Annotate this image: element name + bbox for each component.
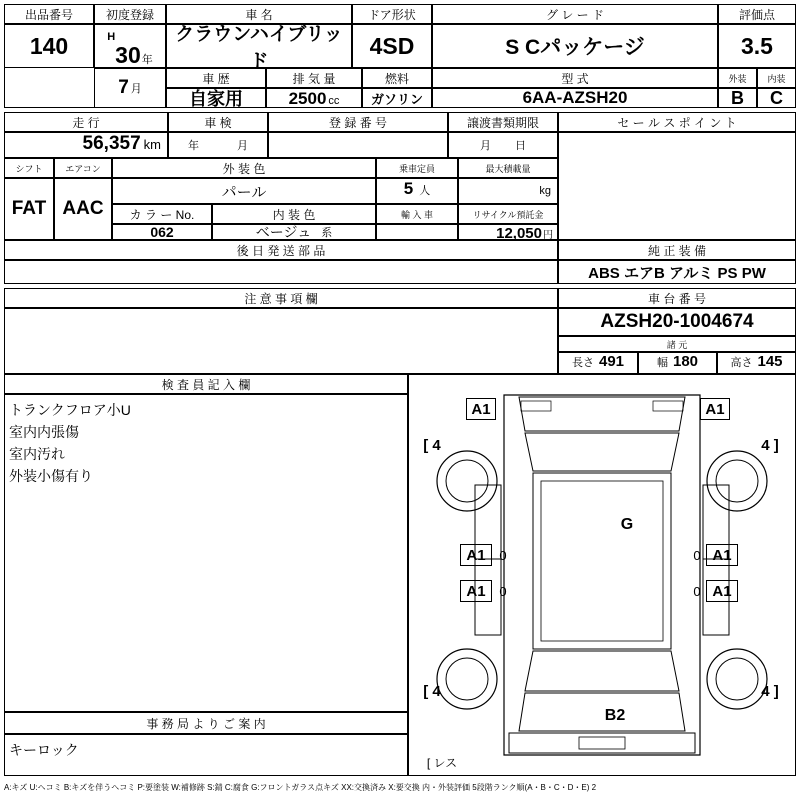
fuel-label: 燃料	[362, 68, 432, 88]
seats-unit: 人	[419, 185, 431, 197]
registration-no-value	[268, 132, 448, 158]
office-note-area	[4, 734, 408, 776]
mileage-number: 56,357	[82, 133, 141, 154]
inspector-note-line: トランクフロア小U	[9, 402, 131, 418]
inspector-note-line: 室内内張傷	[9, 424, 79, 440]
shaken-value	[168, 132, 268, 158]
first-reg-label: 初度登録	[94, 4, 166, 24]
office-note-text: キーロック	[9, 742, 79, 758]
score-label: 評価点	[718, 4, 796, 24]
genuine-equipment-value: ABS エアB アルミ PS PW	[558, 260, 796, 284]
height-value: 145	[757, 353, 783, 370]
score-value: 3.5	[718, 24, 796, 68]
diagram-mark-mid-right-zero2: 0	[693, 583, 701, 599]
seats-number: 5	[403, 179, 414, 198]
inspector-note-line: 室内汚れ	[9, 446, 65, 462]
inspector-note-line: 外装小傷有り	[9, 468, 93, 484]
mileage-value	[4, 132, 168, 158]
width-label: 幅	[656, 357, 668, 369]
shaken-label: 車 検	[168, 112, 268, 132]
diagram-mark-mid-left-lower: A1	[460, 580, 492, 602]
width-value: 180	[672, 353, 699, 370]
genuine-equipment-label: 純 正 装 備	[558, 240, 796, 260]
diagram-mark-lower-right-bracket: 4 ]	[761, 682, 779, 700]
height-cell	[717, 352, 796, 374]
recycle-number: 12,050	[496, 225, 542, 242]
history-label: 車 歴	[166, 68, 266, 88]
diagram-mark-mid-right-lower: A1	[706, 580, 738, 602]
height-label: 高さ	[730, 357, 753, 369]
sales-point-label: セ ー ル ス ポ イ ン ト	[558, 112, 796, 132]
fuel-value: ガソリン	[362, 88, 432, 108]
diagram-mark-mid-left-zero: 0	[499, 547, 507, 563]
interior-grade-value: C	[757, 88, 796, 108]
diagram-mark-rear: B2	[604, 707, 626, 724]
exterior-color-value: パール	[112, 178, 376, 204]
grade-label: グ レ ー ド	[432, 4, 718, 24]
first-reg-year: 30	[115, 42, 141, 68]
diagram-mark-mid-right-upper: A1	[706, 544, 738, 566]
diagram-label-bottom-left: [ レス	[426, 755, 458, 770]
transfer-deadline-value	[448, 132, 558, 158]
later-parts-area	[4, 260, 558, 284]
diagram-mark-top-left: A1	[466, 398, 496, 420]
import-label: 輸 入 車	[376, 204, 458, 224]
car-name-label: 車 名	[166, 4, 352, 24]
dimension-label: 諸 元	[558, 336, 796, 352]
inspector-notes-area	[4, 394, 408, 712]
max-load-label: 最大積載量	[458, 158, 558, 178]
diagram-mark-upper-right-bracket: 4 ]	[761, 436, 779, 454]
first-reg-era: H	[107, 31, 116, 43]
chassis-label: 車 台 番 号	[558, 288, 796, 308]
later-parts-label: 後 日 発 送 部 品	[4, 240, 558, 260]
first-reg-year-unit: 年	[141, 54, 153, 66]
registration-no-label: 登 録 番 号	[268, 112, 448, 132]
displacement-value	[266, 88, 362, 108]
history-month-unit: 月	[130, 83, 142, 95]
door-shape-label: ドア形状	[352, 4, 432, 24]
first-reg-value	[94, 24, 166, 68]
interior-color-label: 内 装 色	[212, 204, 376, 224]
legend-text: A:キズ U:ヘコミ B:キズを伴うヘコミ P:要塗装 W:補修跡 S:錆 C:腐食 G:フロントガラス点キズ XX:交換済み X:要交換 内・外装評価 5段階ランク順(A・B・C・D・E) 2	[4, 783, 597, 792]
diagram-mark-mid-right-zero: 0	[693, 547, 701, 563]
grade-value: S Cパッケージ	[432, 24, 718, 68]
interior-color-value	[212, 224, 376, 240]
door-shape-value: 4SD	[352, 24, 432, 68]
transfer-day-unit: 日	[515, 140, 526, 152]
seats-value	[376, 178, 458, 204]
color-no-value: 062	[112, 224, 212, 240]
inspector-label: 検 査 員 記 入 欄	[4, 374, 408, 394]
recycle-unit: 円	[543, 230, 553, 241]
recycle-value	[458, 224, 558, 240]
displacement-number: 2500	[288, 89, 327, 108]
history-month-value: 7	[118, 77, 129, 98]
diagram-mark-upper-left-bracket: [ 4	[423, 436, 441, 454]
exterior-grade-label: 外装	[718, 68, 757, 88]
exterior-color-label: 外 装 色	[112, 158, 376, 178]
shaken-year-unit: 年	[188, 140, 199, 152]
aircon-value: AAC	[54, 178, 112, 240]
history-value: 自家用	[166, 88, 266, 108]
interior-color-text: ベージュ	[255, 224, 312, 240]
diagram-mark-top-right: A1	[700, 398, 730, 420]
diagram-mark-lower-left-bracket: [ 4	[423, 682, 441, 700]
seats-label: 乗車定員	[376, 158, 458, 178]
diagram-mark-mid-left-zero2: 0	[499, 583, 507, 599]
lot-no-value: 140	[4, 24, 94, 68]
history-month	[94, 68, 166, 108]
max-load-unit: kg	[539, 185, 551, 197]
shift-value: FAT	[4, 178, 54, 240]
car-name-value: クラウンハイブリッド	[166, 24, 352, 68]
lot-no-label: 出品番号	[4, 4, 94, 24]
diagram-mark-center: G	[620, 516, 634, 533]
exterior-grade-value: B	[718, 88, 757, 108]
width-cell	[638, 352, 717, 374]
import-value	[376, 224, 458, 240]
length-value: 491	[598, 353, 625, 370]
transfer-month-unit: 月	[480, 140, 491, 152]
office-label: 事 務 局 よ り ご 案 内	[4, 712, 408, 734]
interior-color-suffix: 系	[321, 227, 333, 239]
max-load-value	[458, 178, 558, 204]
shift-label: シフト	[4, 158, 54, 178]
sales-point-area	[558, 132, 796, 240]
recycle-label: リサイクル預託金	[458, 204, 558, 224]
displacement-unit: cc	[328, 95, 340, 107]
displacement-label: 排 気 量	[266, 68, 362, 88]
aircon-label: エアコン	[54, 158, 112, 178]
shaken-month-unit: 月	[237, 140, 248, 152]
interior-grade-label: 内装	[757, 68, 796, 88]
color-no-label: カ ラ ー No.	[112, 204, 212, 224]
caution-label: 注 意 事 項 欄	[4, 288, 558, 308]
length-cell	[558, 352, 638, 374]
mileage-label: 走 行	[4, 112, 168, 132]
caution-area	[4, 308, 558, 374]
length-label: 長さ	[571, 357, 594, 369]
model-code-value: 6AA-AZSH20	[432, 88, 718, 108]
model-code-label: 型 式	[432, 68, 718, 88]
transfer-deadline-label: 譲渡書類期限	[448, 112, 558, 132]
chassis-value: AZSH20-1004674	[558, 308, 796, 336]
mileage-unit: km	[143, 137, 161, 152]
diagram-mark-mid-left-upper: A1	[460, 544, 492, 566]
